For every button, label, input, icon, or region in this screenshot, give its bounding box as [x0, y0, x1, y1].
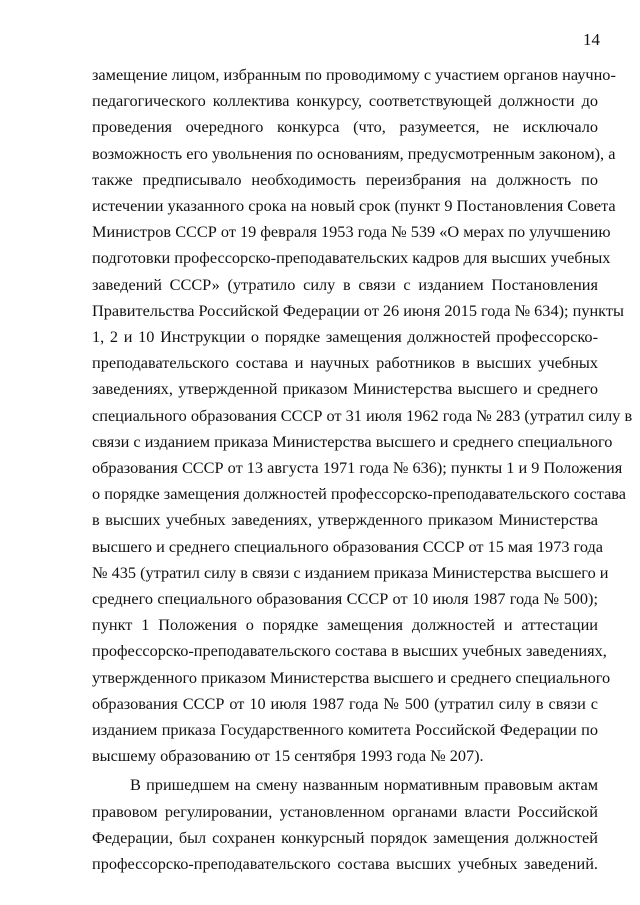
text-line: высшего и среднего специального образования СССР от 15 мая 1973 года	[92, 536, 603, 556]
text-line: высшему образованию от 15 сентября 1993 года № 207).	[92, 746, 484, 766]
text-line: замещение лицом, избранным по проводимому с участием органов научно-	[92, 65, 616, 84]
paragraph-1	[92, 62, 633, 769]
text-line: возможность его увольнения по основаниям, предусмотренным законом), а	[92, 143, 616, 163]
text-line: подготовки профессорско-преподавательских кадров для высших учебных	[92, 248, 611, 268]
text-line: Министров СССР от 19 февраля 1953 года № 539 «О мерах по улучшению	[92, 222, 611, 242]
text-line: заведениях, утвержденной приказом Министерства высшего и среднего	[92, 379, 598, 399]
text-line: 1, 2 и 10 Инструкции о порядке замещения должностей профессорско-	[92, 327, 598, 347]
text-line: Правительства Российской Федерации от 26 июня 2015 года № 634); пункты	[92, 300, 624, 320]
text-line: № 435 (утратил силу в связи с изданием приказа Министерства высшего и	[92, 562, 609, 582]
text-line: специального образования СССР от 31 июля 1962 года № 283 (утратил силу в	[92, 405, 633, 425]
text-line: утвержденного приказом Министерства высшего и среднего специального	[92, 667, 611, 687]
page-number: 14	[583, 30, 600, 49]
text-line: пункт 1 Положения о порядке замещения должностей и аттестации	[92, 615, 598, 635]
text-line: Федерации, был сохранен конкурсный порядок замещения должностей	[92, 827, 598, 847]
text-line: В пришедшем на смену названным нормативным правовым актам	[130, 775, 598, 795]
text-line: в высших учебных заведениях, утвержденного приказом Министерства	[92, 510, 598, 530]
text-line: заведений СССР» (утратило силу в связи с изданием Постановления	[92, 274, 598, 294]
text-line: проведения очередного конкурса (что, разумеется, не исключало	[92, 117, 598, 137]
text-line: образования СССР от 13 августа 1971 года № 636); пункты 1 и 9 Положения	[92, 458, 623, 478]
text-line: истечении указанного срока на новый срок (пункт 9 Постановления Совета	[92, 196, 616, 216]
text-line: профессорско-преподавательского состава в высших учебных заведениях,	[92, 641, 607, 661]
text-line: также предписывало необходимость переизбрания на должность по	[92, 169, 598, 189]
text-line: среднего специального образования СССР от 10 июля 1987 года № 500);	[92, 589, 598, 609]
text-line: педагогического коллектива конкурсу, соответствующей должности до	[92, 91, 598, 111]
text-line: изданием приказа Государственного комитета Российской Федерации по	[92, 720, 598, 740]
paragraph-2	[92, 772, 598, 877]
text-line: правовом регулировании, установленном органами власти Российской	[92, 801, 598, 821]
text-line: преподавательского состава и научных работников в высших учебных	[92, 353, 598, 373]
text-line: связи с изданием приказа Министерства высшего и среднего специального	[92, 431, 613, 451]
text-line: о порядке замещения должностей профессорско-преподавательского состава	[92, 484, 627, 504]
body-text	[92, 62, 633, 877]
text-line: профессорско-преподавательского состава высших учебных заведений.	[92, 854, 598, 874]
text-line: образования СССР от 10 июля 1987 года № 500 (утратил силу в связи с	[92, 693, 598, 713]
